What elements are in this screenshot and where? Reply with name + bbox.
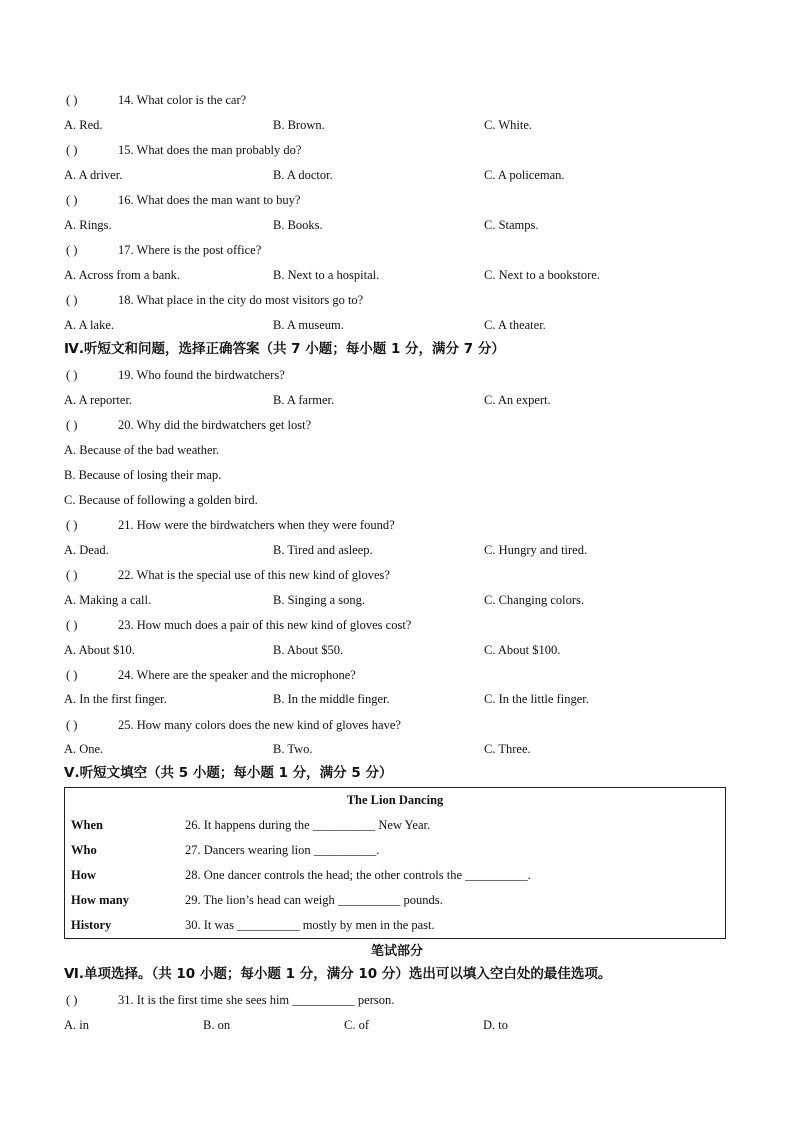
answer-blank[interactable]: ( ) — [66, 193, 78, 207]
answer-blank[interactable]: ( ) — [66, 718, 78, 732]
question-14: ( ) 14. What color is the car? — [66, 93, 247, 107]
option-a: A. In the first finger. — [64, 692, 167, 706]
option-a: A. Across from a bank. — [64, 268, 180, 282]
option-a: A. A lake. — [64, 318, 114, 332]
answer-blank[interactable]: ( ) — [66, 293, 78, 307]
section-5-heading: Ⅴ.听短文填空（共 5 小题；每小题 1 分，满分 5 分） — [64, 765, 393, 781]
question-15: ( ) 15. What does the man probably do? — [66, 143, 302, 157]
option-b: B. Brown. — [273, 118, 325, 132]
lion-dancing-table — [64, 787, 726, 939]
answer-blank[interactable]: ( ) — [66, 368, 78, 382]
option-c: C. Changing colors. — [484, 593, 584, 607]
option-b: B. In the middle finger. — [273, 692, 390, 706]
question-18: ( ) 18. What place in the city do most visitors go to? — [66, 293, 364, 307]
option-b: B. Singing a song. — [273, 593, 366, 607]
answer-blank[interactable]: ( ) — [66, 93, 78, 107]
option-b: B. Because of losing their map. — [64, 468, 222, 482]
answer-blank[interactable]: ( ) — [66, 668, 78, 682]
question-20: ( ) 20. Why did the birdwatchers get lost? — [66, 418, 312, 432]
row-text: 26. It happens during the __________ New Year. — [185, 818, 431, 832]
table-row — [65, 863, 726, 888]
option-b: B. A doctor. — [273, 168, 333, 182]
row-text: 30. It was __________ mostly by men in the past. — [185, 918, 435, 932]
row-text: 27. Dancers wearing lion __________. — [185, 843, 380, 857]
question-19: ( ) 19. Who found the birdwatchers? — [66, 368, 285, 382]
option-a: A. Making a call. — [64, 593, 152, 607]
option-c: C. In the little finger. — [484, 692, 589, 706]
answer-blank[interactable]: ( ) — [66, 518, 78, 532]
row-key: How many — [71, 893, 129, 907]
table-title: The Lion Dancing — [346, 793, 444, 807]
row-text: 29. The lion’s head can weigh __________ pounds. — [185, 893, 443, 907]
option-a: A. About $10. — [64, 643, 135, 657]
option-a: A. A driver. — [64, 168, 123, 182]
option-c: C. About $100. — [484, 643, 561, 657]
option-c: C. Stamps. — [484, 218, 539, 232]
answer-blank[interactable]: ( ) — [66, 568, 78, 582]
option-a: A. A reporter. — [64, 393, 133, 407]
option-c: C. Because of following a golden bird. — [64, 493, 258, 507]
option-c: C. Next to a bookstore. — [484, 268, 600, 282]
question-22: ( ) 22. What is the special use of this new kind of gloves? — [66, 568, 390, 582]
question-23: ( ) 23. How much does a pair of this new kind of gloves cost? — [66, 618, 412, 632]
option-c: C. of — [344, 1018, 369, 1032]
question-24: ( ) 24. Where are the speaker and the microphone? — [66, 668, 356, 682]
table-row — [65, 838, 726, 863]
option-b: B. Next to a hospital. — [273, 268, 380, 282]
option-a: A. Red. — [64, 118, 103, 132]
option-b: B. A museum. — [273, 318, 344, 332]
option-d: D. to — [483, 1018, 508, 1032]
row-text: 28. One dancer controls the head; the other controls the __________. — [185, 868, 531, 882]
section-4-heading: Ⅳ.听短文和问题，选择正确答案（共 7 小题；每小题 1 分，满分 7 分） — [64, 341, 505, 357]
option-a: A. in — [64, 1018, 89, 1032]
option-b: B. Books. — [273, 218, 323, 232]
table-row — [65, 888, 726, 913]
table-row — [65, 813, 726, 838]
answer-blank[interactable]: ( ) — [66, 618, 78, 632]
question-21: ( ) 21. How were the birdwatchers when they were found? — [66, 518, 395, 532]
option-b: B. A farmer. — [273, 393, 335, 407]
option-a: A. Dead. — [64, 543, 109, 557]
answer-blank[interactable]: ( ) — [66, 243, 78, 257]
row-key: When — [71, 818, 103, 832]
option-b: B. on — [203, 1018, 231, 1032]
question-25: ( ) 25. How many colors does the new kind of gloves have? — [66, 718, 401, 732]
answer-blank[interactable]: ( ) — [66, 993, 78, 1007]
answer-blank[interactable]: ( ) — [66, 418, 78, 432]
question-16: ( ) 16. What does the man want to buy? — [66, 193, 301, 207]
option-c: C. A policeman. — [484, 168, 565, 182]
option-a: A. One. — [64, 742, 104, 756]
row-key: History — [71, 918, 112, 932]
option-c: C. White. — [484, 118, 533, 132]
table-row — [65, 913, 726, 939]
answer-blank[interactable]: ( ) — [66, 143, 78, 157]
option-c: C. Hungry and tired. — [484, 543, 588, 557]
option-c: C. Three. — [484, 742, 531, 756]
option-b: B. Two. — [273, 742, 313, 756]
option-a: A. Because of the bad weather. — [64, 443, 220, 457]
option-c: C. An expert. — [484, 393, 551, 407]
section-6-heading: Ⅵ.单项选择。（共 10 小题；每小题 1 分，满分 10 分）选出可以填入空白处的最佳选项。 — [64, 966, 612, 982]
row-key: How — [71, 868, 96, 882]
question-17: ( ) 17. Where is the post office? — [66, 243, 262, 257]
question-31: ( ) 31. It is the first time she sees him __________ person. — [66, 993, 395, 1007]
row-key: Who — [71, 843, 97, 857]
option-a: A. Rings. — [64, 218, 112, 232]
written-part-heading: 笔试部分 — [370, 944, 423, 959]
option-b: B. About $50. — [273, 643, 344, 657]
option-c: C. A theater. — [484, 318, 546, 332]
option-b: B. Tired and asleep. — [273, 543, 373, 557]
